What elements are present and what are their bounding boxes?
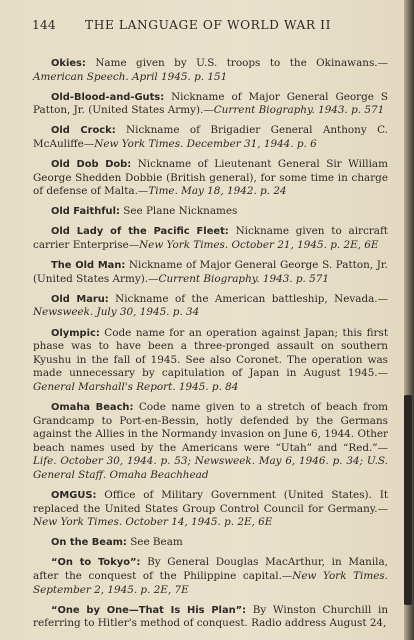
entry-definition: By General Douglas MacArthur, in Manila, after the conquest of the Philippine capital.	[33, 556, 388, 582]
entry-term: Old Lady of the Pacific Fleet:	[51, 226, 229, 238]
glossary-entry	[33, 401, 388, 483]
entry-term: Old Crock:	[51, 125, 116, 137]
entry-definition: Code name given to a stretch of beach from Grandcamp to Port-en-Bessin, hotly defended by the Germans against the Allies in the Normandy invasion on June 6, 1944. Other beach names used by the Americans were “Utah” and “Red.”	[33, 400, 388, 454]
entry-term: OMGUS:	[51, 490, 97, 502]
glossary-entries	[33, 57, 388, 637]
glossary-entry	[33, 536, 388, 550]
glossary-entry	[33, 489, 388, 530]
entry-source: —Newsweek. July 30, 1945. p. 34	[33, 292, 388, 319]
page-number: 144	[32, 18, 56, 32]
entry-source: —General Marshall's Report. 1945. p. 84	[33, 367, 388, 393]
entry-definition: Office of Military Government (United States). It replaced the United States Group Control Council for Germany.	[33, 489, 388, 515]
entry-source: —Current Biography. 1943. p. 571	[148, 272, 330, 285]
entry-definition: See Plane Nicknames	[119, 205, 238, 218]
running-title: THE LANGUAGE OF WORLD WAR II	[85, 18, 331, 32]
entry-term: “One by One—That Is His Plan”:	[51, 604, 247, 616]
glossary-entry	[33, 205, 388, 219]
entry-definition: Nickname given to aircraft carrier Enterprise	[33, 225, 388, 252]
entry-source: —New York Times. October 21, 1945. p. 2E, 6E	[128, 239, 379, 252]
entry-term: Olympic:	[51, 327, 100, 339]
entry-term: Omaha Beach:	[51, 401, 134, 413]
spine-shadow	[404, 395, 412, 605]
entry-definition: Code name for an operation against Japan; this first phase was to have been a three-pronged assault on southern Kyushu in the fall of 1945. See also Coronet. The operation was made unnecessary by capitulation of Japan in August 1945.	[33, 326, 388, 380]
entry-term: The Old Man:	[51, 260, 126, 272]
entry-term: On the Beam:	[51, 537, 127, 549]
entry-source: —New York Times. October 14, 1945. p. 2E, 6E	[33, 502, 388, 529]
glossary-entry	[33, 124, 388, 151]
entry-term: Okies:	[51, 58, 86, 69]
entry-term: “On to Tokyo”:	[51, 557, 141, 569]
entry-source: —American Speech. April 1945. p. 151	[33, 57, 388, 83]
entry-source: —New York Times. December 31, 1944. p. 6	[83, 137, 317, 150]
entry-definition: See Beam	[126, 536, 183, 549]
entry-definition: Nickname of the American battleship, Nevada.	[108, 292, 378, 305]
entry-term: Old-Blood-and-Guts:	[51, 91, 165, 103]
entry-definition: Name given by U.S. troops to the Okinawans.	[85, 57, 378, 69]
glossary-entry	[33, 327, 388, 395]
entry-definition: Nickname of Lieutenant General Sir William George Shedden Dobbie (British general), for some time in charge of defense of Malta.	[33, 158, 388, 198]
entry-term: Old Faithful:	[51, 206, 120, 218]
entry-definition: Nickname of Major General George S. Patton, Jr. (United States Army).	[33, 259, 388, 285]
glossary-entry	[33, 604, 388, 631]
glossary-entry	[33, 293, 388, 320]
entry-definition: Nickname of Major General George S Patton, Jr. (United States Army).	[33, 90, 388, 117]
entry-source: —Current Biography. 1943. p. 571	[203, 104, 385, 117]
glossary-entry	[33, 225, 388, 252]
entry-definition: By Winston Churchill in referring to Hitler's method of conquest. Radio address August 24,	[33, 603, 389, 630]
glossary-entry	[33, 556, 388, 597]
entry-source: —New York Times. September 2, 1945. p. 2E, 7E	[33, 570, 388, 596]
glossary-entry	[33, 57, 388, 84]
glossary-entry	[33, 158, 388, 199]
glossary-entry	[33, 259, 388, 286]
entry-term: Old Maru:	[51, 293, 109, 305]
entry-source: —Time. May 18, 1942. p. 24	[137, 185, 287, 198]
entry-source: —Life. October 30, 1944. p. 53; Newsweek. May 6, 1946. p. 34; U.S. General Staff. Omaha Beachhead	[33, 441, 388, 481]
entry-term: Old Dob Dob:	[51, 159, 132, 171]
glossary-entry	[33, 91, 388, 118]
entry-definition: Nickname of Brigadier General Anthony C. McAuliffe	[33, 124, 388, 150]
